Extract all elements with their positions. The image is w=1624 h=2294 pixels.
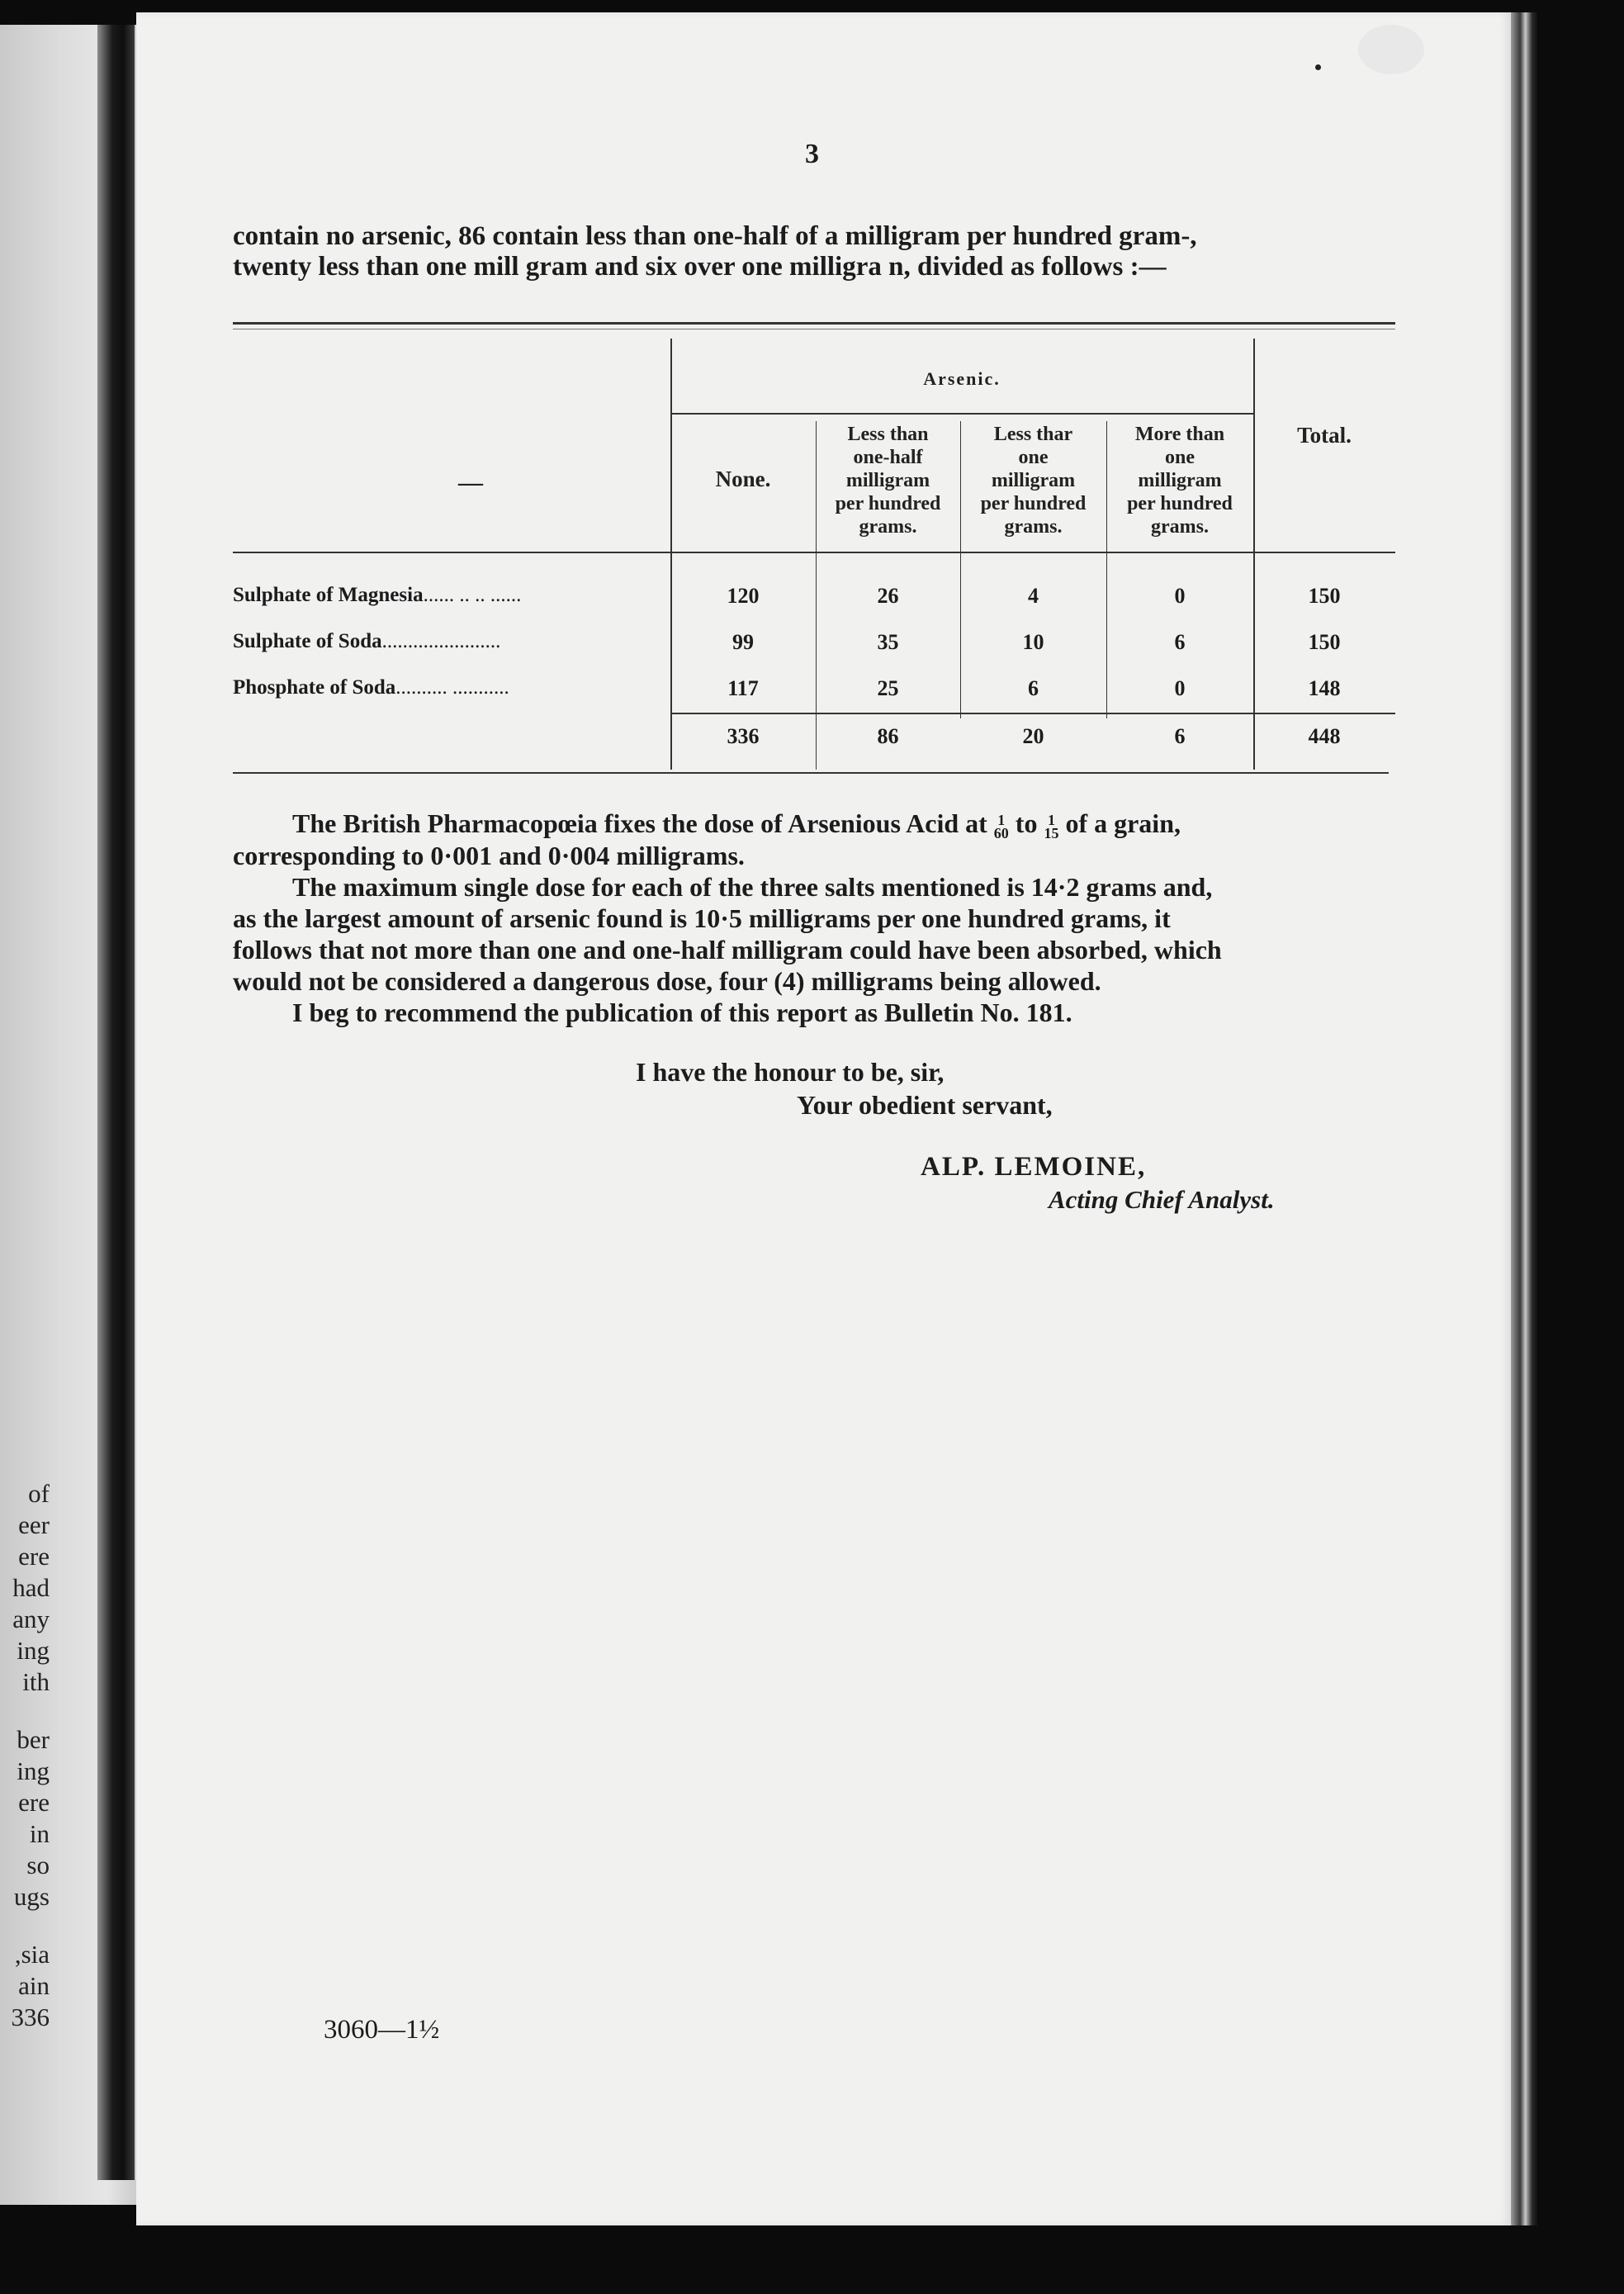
table-cell: 0 <box>1174 676 1186 700</box>
intro-line: twenty less than one mill gram and six over one milligra n, divided as follows :— <box>233 252 1167 282</box>
total-cell: 6 <box>1174 724 1186 748</box>
table-top-rule <box>233 322 1395 325</box>
totals-rule <box>670 713 1395 714</box>
fraction <box>994 813 1009 840</box>
paragraph-line: as the largest amount of arsenic found is 10·5 milligrams per one hundred grams, it <box>233 903 1171 933</box>
table-cell: 120 <box>727 584 760 608</box>
table-cell: 150 <box>1308 630 1341 654</box>
left-page-fragment: ing <box>17 1636 50 1665</box>
left-page-edge <box>0 25 153 2205</box>
paragraph-line: corresponding to 0·001 and 0·004 milligrams. <box>233 840 745 870</box>
row-label-text: Sulphate of Magnesia <box>233 584 424 606</box>
header-line: milligram <box>845 470 930 491</box>
fraction-numerator: 1 <box>997 811 1006 828</box>
header-line: grams. <box>1151 516 1209 538</box>
left-page-fragment: ere <box>18 1788 50 1817</box>
closing-line: Your obedient servant, <box>797 1090 1053 1120</box>
col-header-more-than-one <box>1106 423 1253 538</box>
book-gutter <box>97 25 135 2180</box>
table-cell: 10 <box>1022 630 1044 654</box>
header-line: one-half <box>853 447 923 468</box>
row-leader: .......... ........... <box>395 676 509 699</box>
left-page-fragment: ain <box>18 1971 50 2000</box>
col-header-less-than-half <box>816 423 960 538</box>
closing-line: I have the honour to be, sir, <box>636 1057 945 1087</box>
footer-print-code: 3060—1½ <box>324 2015 440 2045</box>
left-page-fragment: ere <box>18 1542 50 1571</box>
header-line: Less than <box>847 424 929 445</box>
row-leader: ...... .. .. ...... <box>423 584 522 606</box>
fraction-denominator: 15 <box>1044 824 1059 841</box>
left-page-fragment: sia, <box>14 1940 50 1969</box>
left-page-fragment: 336 <box>11 2003 50 2031</box>
left-page-fragment: eer <box>18 1510 50 1539</box>
intro-line: contain no arsenic, 86 contain less than one-half of a milligram per hundred gram-, <box>233 221 1197 251</box>
left-page-fragment: ber <box>17 1725 50 1754</box>
header-line: per hundred <box>1127 493 1233 514</box>
left-page-text-fragments <box>0 1478 50 2033</box>
row-leader: ....................... <box>381 630 501 652</box>
table-row-label <box>233 676 662 699</box>
left-page-fragment: ugs <box>13 1882 50 1911</box>
table-row-label <box>233 584 662 607</box>
header-line: one <box>1018 447 1049 468</box>
left-page-fragment: ing <box>17 1756 50 1785</box>
fraction-denominator: 60 <box>993 824 1009 841</box>
row-label-text: Sulphate of Soda <box>233 630 382 652</box>
table-cell: 4 <box>1028 584 1039 608</box>
paragraph-line: The maximum single dose for each of the three salts mentioned is 14·2 grams and, <box>292 871 1213 902</box>
total-cell: 448 <box>1308 724 1341 748</box>
table-cell: 99 <box>732 630 754 654</box>
paper-blemish <box>1315 64 1321 70</box>
left-page-fragment: had <box>12 1573 50 1602</box>
header-line: grams. <box>1004 516 1063 538</box>
arsenic-group-header: Arsenic. <box>923 368 1001 389</box>
table-cell: 117 <box>727 676 759 700</box>
table-cell: 26 <box>877 584 899 608</box>
paper-blemish <box>1358 25 1424 74</box>
table-cell: 150 <box>1308 584 1341 608</box>
table-row-label <box>233 630 662 653</box>
header-line: Less thar <box>993 424 1073 445</box>
table-cell: 6 <box>1028 676 1039 700</box>
dose-paragraph <box>233 808 1395 1028</box>
paragraph-line <box>233 808 1395 840</box>
row-header-placeholder: — <box>458 469 483 496</box>
left-page-fragment: so <box>26 1851 50 1879</box>
col-header-total: Total. <box>1297 423 1352 448</box>
total-cell: 20 <box>1022 724 1044 748</box>
paragraph-line: would not be considered a dangerous dose, four (4) milligrams being allowed. <box>233 965 1101 996</box>
left-page-gap <box>0 1912 50 1939</box>
right-page-edge <box>1511 12 1537 2225</box>
arsenic-group-rule <box>670 413 1253 415</box>
total-cell: 86 <box>877 724 899 748</box>
text-run: to <box>1015 808 1038 838</box>
col-header-none: None. <box>715 467 771 491</box>
header-line: per hundred <box>980 493 1087 514</box>
left-page-fragment: in <box>29 1819 50 1848</box>
header-line: More than <box>1134 424 1225 445</box>
left-page-fragment: of <box>28 1479 50 1508</box>
left-page-fragment: ith <box>22 1667 50 1696</box>
text-run: of a grain, <box>1065 808 1181 838</box>
row-label-text: Phosphate of Soda <box>233 676 396 699</box>
header-bottom-rule <box>233 552 1395 553</box>
fraction <box>1044 813 1058 840</box>
signature-name: ALP. LEMOINE, <box>921 1152 1147 1182</box>
col-header-less-than-one <box>960 423 1106 538</box>
table-divider <box>1253 339 1255 770</box>
header-line: milligram <box>1138 470 1222 491</box>
paragraph-line: follows that not more than one and one-half milligram could have been absorbed, which <box>233 934 1222 965</box>
signature-title: Acting Chief Analyst. <box>1049 1185 1275 1214</box>
header-line: grams. <box>859 516 917 538</box>
page-number: 3 <box>805 139 819 169</box>
table-divider <box>670 339 672 770</box>
header-line: per hundred <box>835 493 941 514</box>
table-bottom-rule <box>233 772 1389 774</box>
paragraph-line: I beg to recommend the publication of this report as Bulletin No. 181. <box>292 997 1072 1027</box>
table-cell: 148 <box>1308 676 1341 700</box>
intro-paragraph <box>233 221 1395 282</box>
fraction-numerator: 1 <box>1047 811 1055 828</box>
left-page-fragment: any <box>12 1604 50 1633</box>
header-line: milligram <box>991 470 1076 491</box>
left-page-gap <box>0 1698 50 1724</box>
table-cell: 35 <box>877 630 899 654</box>
text-run: The British Pharmacopœia fixes the dose of Arsenious Acid at <box>292 808 987 838</box>
table-cell: 0 <box>1174 584 1186 608</box>
header-line: one <box>1165 447 1195 468</box>
total-cell: 336 <box>727 724 760 748</box>
table-cell: 25 <box>877 676 899 700</box>
table-cell: 6 <box>1174 630 1186 654</box>
